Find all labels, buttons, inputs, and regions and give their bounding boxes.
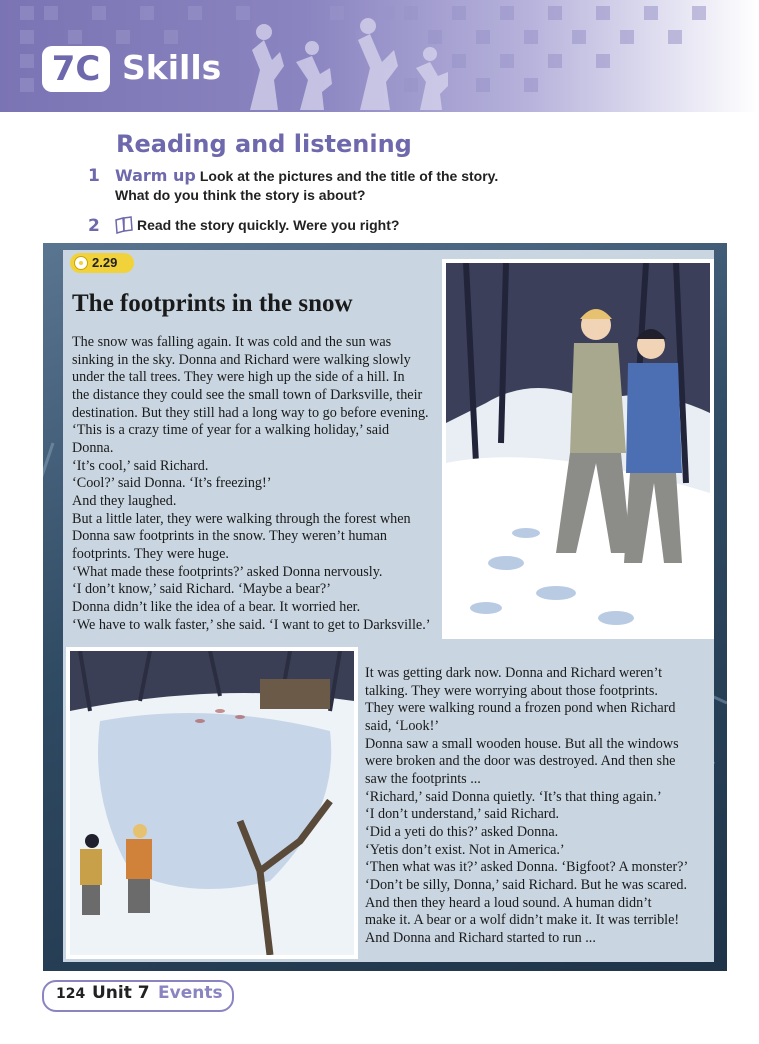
story-line: The snow was falling again. It was cold and the sun was <box>72 334 392 350</box>
story-title: The footprints in the snow <box>72 290 353 317</box>
story-part-1 <box>72 334 431 634</box>
story-line: under the tall trees. They were high up the side of a hill. In <box>72 369 405 386</box>
section-title: Skills <box>122 48 222 87</box>
story-line: destination. But they still had a long way to go before evening. <box>72 404 429 421</box>
exercise-1-line1: Look at the pictures and the title of the story. <box>199 168 499 184</box>
footer-unit: Unit 7 <box>92 983 150 1003</box>
story-line: sinking in the sky. Donna and Richard were walking slowly <box>72 351 411 368</box>
exercise-2-text: Read the story quickly. Were you right? <box>137 217 400 233</box>
story-line: Donna saw footprints in the snow. They weren’t human <box>72 528 387 545</box>
story-line: ‘Cool?’ said Donna. ‘It’s freezing!’ <box>72 475 272 492</box>
story-line: ‘Yetis don’t exist. Not in America.’ <box>365 841 565 858</box>
story-line: said, ‘Look!’ <box>365 717 440 734</box>
unit-badge: 7C <box>42 46 110 92</box>
story-line: Donna. <box>72 439 114 456</box>
story-line: Donna didn’t like the idea of a bear. It worried her. <box>72 598 361 615</box>
story-line: make it. A bear or a wolf didn’t make it. It was terrible! <box>365 912 680 929</box>
story-line: And they laughed. <box>72 492 177 509</box>
story-line: ‘This is a crazy time of year for a walking holiday,’ said <box>72 422 390 439</box>
story-line: It was getting dark now. Donna and Richard weren’t <box>365 665 663 681</box>
section-heading: Reading and listening <box>116 130 412 158</box>
story-line: ‘Then what was it?’ asked Donna. ‘Bigfoot? A monster?’ <box>365 859 689 876</box>
audio-track-badge[interactable] <box>70 253 134 273</box>
illustration-hikers-forest <box>442 259 714 639</box>
story-line: But a little later, they were walking through the forest when <box>72 510 411 527</box>
frozen-pond-drawing <box>70 651 354 955</box>
story-line: ‘Richard,’ said Donna quietly. ‘It’s that thing again.’ <box>365 788 662 805</box>
story-line: And Donna and Richard started to run ... <box>365 929 596 946</box>
story-line: saw the footprints ... <box>365 770 481 787</box>
story-line: They were walking round a frozen pond when Richard <box>365 700 676 717</box>
story-line: footprints. They were huge. <box>72 545 229 562</box>
story-line: ‘Don’t be silly, Donna,’ said Richard. But he was scared. <box>365 876 688 893</box>
story-line: And then they heard a loud sound. A human didn’t <box>365 894 652 911</box>
exercise-1-text <box>115 166 498 186</box>
story-line: were broken and the door was destroyed. And then she <box>365 753 676 770</box>
cd-icon <box>74 256 88 270</box>
audio-track-number: 2.29 <box>92 255 118 270</box>
story-line: ‘We have to walk faster,’ she said. ‘I want to get to Darksville.’ <box>72 616 431 633</box>
book-icon <box>114 216 134 234</box>
exercise-1-number: 1 <box>88 166 100 186</box>
exercise-2-number: 2 <box>88 216 100 236</box>
story-line: talking. They were worrying about those footprints. <box>365 682 658 699</box>
hikers-forest-drawing <box>446 263 710 635</box>
story-line: ‘Did a yeti do this?’ asked Donna. <box>365 823 559 840</box>
story-line: ‘It’s cool,’ said Richard. <box>72 457 209 474</box>
page-number: 124 <box>56 986 86 1002</box>
exercise-1-line2: What do you think the story is about? <box>115 187 366 203</box>
story-line: ‘I don’t understand,’ said Richard. <box>365 806 560 823</box>
story-line: ‘What made these footprints?’ asked Donna nervously. <box>72 563 383 580</box>
story-part-2 <box>365 665 688 948</box>
story-line: ‘I don’t know,’ said Richard. ‘Maybe a bear?’ <box>72 581 331 598</box>
jumping-figures-illustration <box>220 10 520 110</box>
header-banner <box>0 0 759 112</box>
footer-topic: Events <box>158 983 223 1003</box>
story-line: the distance they could see the small town of Darksville, their <box>72 386 423 403</box>
story-line: Donna saw a small wooden house. But all the windows <box>365 735 679 752</box>
illustration-frozen-pond <box>66 647 358 959</box>
warm-up-label: Warm up <box>115 166 196 185</box>
